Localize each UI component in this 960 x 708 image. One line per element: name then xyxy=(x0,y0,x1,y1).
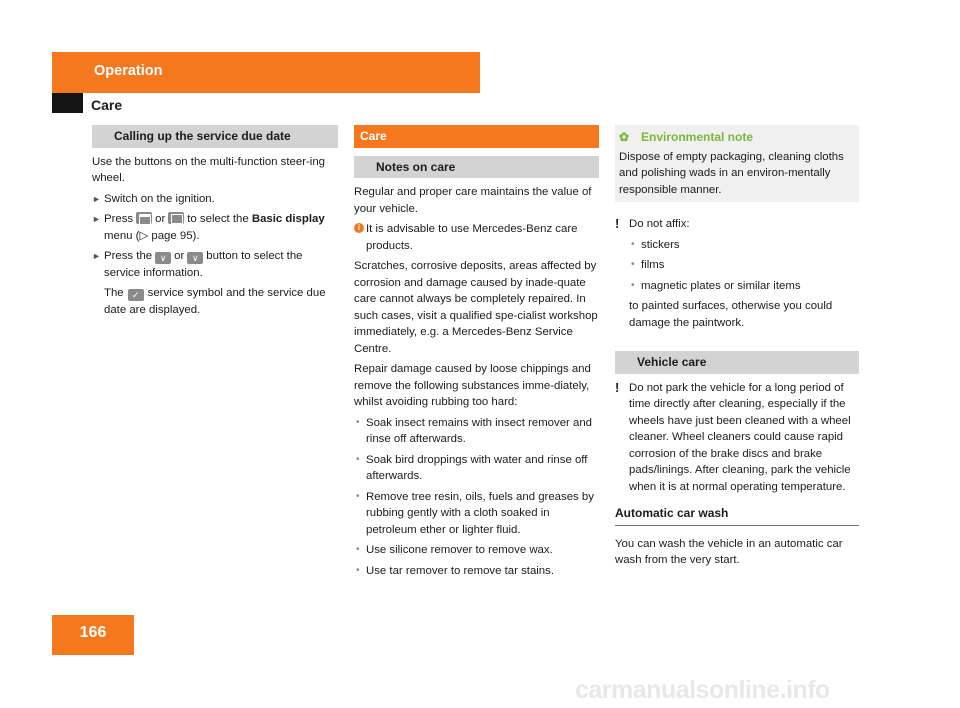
bullet-icon: • xyxy=(631,238,635,250)
repair-damage-text: Repair damage caused by loose chippings and remove the following substances imme-diately, whilst avoiding rubbing too hard: xyxy=(354,363,591,408)
care-intro-text: Regular and proper care maintains the value of your vehicle. xyxy=(354,186,592,215)
environmental-note-text: Dispose of empty packaging, cleaning cloths and polishing wads in an environ-mentally responsible manner. xyxy=(619,150,844,196)
watermark: carmanualsonline.info xyxy=(575,676,830,704)
column-right xyxy=(615,125,859,573)
do-not-affix-warning: ! Do not affix: • stickers • films • magnetic plates or similar items to painted surfaces, otherwise you could damage the paintwork. xyxy=(615,216,859,331)
list-item: • magnetic plates or similar items xyxy=(629,278,859,295)
environmental-note-box xyxy=(615,125,859,202)
list-item: • films xyxy=(629,257,859,274)
list-item: • Soak insect remains with insect remover and rinse off afterwards. xyxy=(356,416,593,445)
info-icon: i xyxy=(354,223,364,233)
list-item: • stickers xyxy=(629,237,859,254)
service-intro-text: Use the buttons on the multi-function steer-ing wheel. xyxy=(92,155,326,184)
page-number-box xyxy=(52,615,134,655)
page-number: 166 xyxy=(79,624,107,641)
list-item: • Remove tree resin, oils, fuels and greases by rubbing gently with a cloth soaked in petroleum ether or lighter fluid. xyxy=(356,490,594,536)
bullet-icon: • xyxy=(356,544,360,555)
display-up-button-icon xyxy=(136,212,152,224)
down-arrow-button-icon: ∨ xyxy=(187,252,203,264)
column-left xyxy=(92,125,338,322)
step-select-service-info: ► Press the ∨ or ∨ button to select the service information. The ✓ service symbol and the service due date are displayed. xyxy=(92,250,326,316)
warning-icon: ! xyxy=(615,216,620,231)
list-item: • Soak bird droppings with water and rinse off afterwards. xyxy=(356,453,588,482)
bullet-icon: • xyxy=(356,453,360,465)
bullet-icon: • xyxy=(631,279,635,291)
step-arrow-icon: ► xyxy=(92,214,101,224)
display-down-button-icon xyxy=(168,212,184,224)
list-item: • Use tar remover to remove tar stains. xyxy=(354,563,599,580)
step-select-basic-display: ► Press or to select the Basic display menu (▷ page 95). xyxy=(92,213,325,242)
parking-warning: ! Do not park the vehicle for a long period of time directly after cleaning, especially if the wheels have just been cleaned with a wheel cleaner. Wheel cleaners could cause rapid corrosion of the brake discs and brake pads/linings. After cleaning, park the vehicle when it is at normal operating temperature. xyxy=(615,379,851,493)
vehicle-care-heading: Vehicle care xyxy=(615,351,859,374)
step-arrow-icon: ► xyxy=(92,193,101,204)
bullet-icon: • xyxy=(356,416,360,428)
step-arrow-icon: ► xyxy=(92,251,101,261)
care-products-note: i It is advisable to use Mercedes-Benz care products. xyxy=(354,221,599,254)
up-arrow-button-icon: ∨ xyxy=(155,252,171,264)
scratches-text: Scratches, corrosive deposits, areas affected by corrosion and damage caused by inade-quate care cannot always be completely repaired. In such cases, visit a qualified spe-cialist workshop immediately, e.g. a Mercedes-Benz Service Centre. xyxy=(354,260,598,355)
wrench-icon: ✓ xyxy=(128,289,144,301)
header-subsection-title: Care xyxy=(91,97,123,113)
header-section-title: Operation xyxy=(94,63,163,79)
automatic-car-wash-text: You can wash the vehicle in an automatic car wash from the very start. xyxy=(615,537,843,566)
header-marker-block xyxy=(52,93,83,113)
bullet-icon: • xyxy=(631,259,635,270)
service-due-heading: Calling up the service due date xyxy=(92,125,338,148)
column-middle xyxy=(354,125,599,583)
bullet-icon: • xyxy=(356,564,360,576)
automatic-car-wash-heading: Automatic car wash xyxy=(615,505,859,526)
list-item: • Use silicone remover to remove wax. xyxy=(354,542,599,559)
warning-icon: ! xyxy=(615,379,620,395)
step-ignition: ► Switch on the ignition. xyxy=(92,191,338,208)
care-section-title: Care xyxy=(354,125,599,148)
notes-on-care-heading: Notes on care xyxy=(354,156,599,179)
environmental-note-title: ✿ Environmental note xyxy=(619,130,754,144)
leaf-icon: ✿ xyxy=(619,130,630,144)
bullet-icon: • xyxy=(356,490,360,502)
